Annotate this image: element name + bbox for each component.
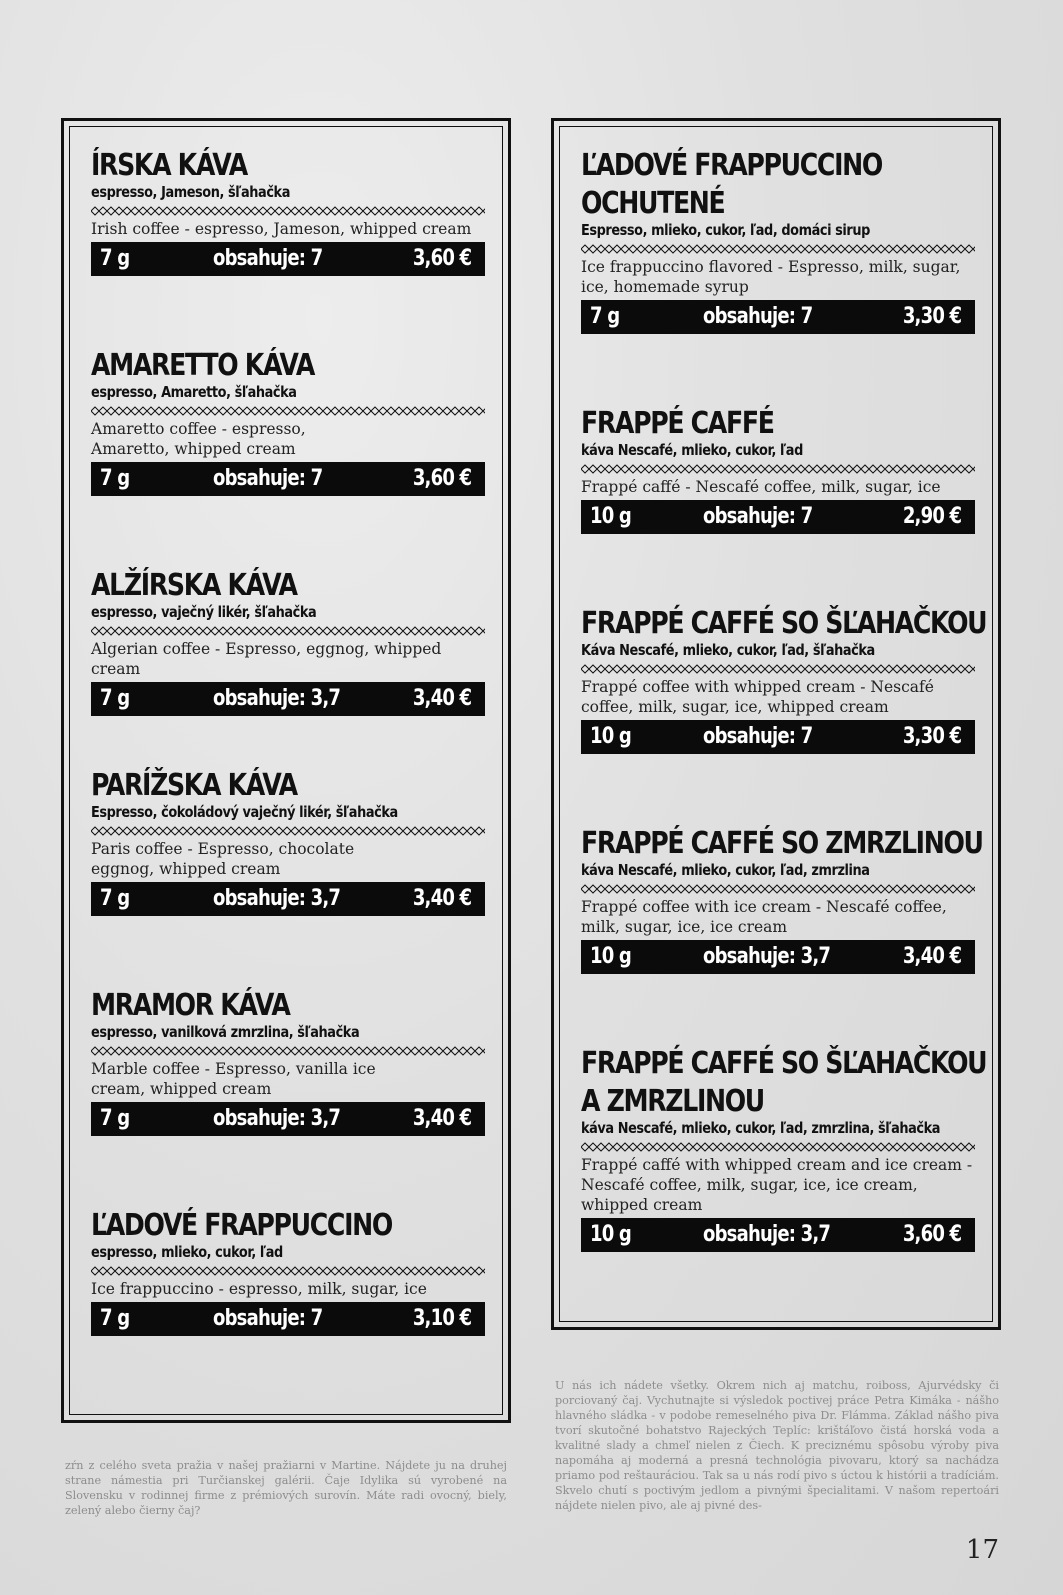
price-bar bbox=[581, 300, 975, 334]
menu-item bbox=[91, 347, 485, 496]
item-allergens: obsahuje: 3,7 bbox=[213, 1106, 341, 1131]
item-name: ALŽÍRSKA KÁVA bbox=[91, 568, 297, 603]
item-ingredients: espresso, Jameson, šľahačka bbox=[91, 183, 290, 201]
menu-item bbox=[581, 147, 975, 334]
item-weight: 10 g bbox=[590, 944, 632, 969]
price-bar bbox=[91, 882, 485, 916]
ornament-divider bbox=[91, 406, 485, 416]
item-name-line: OCHUTENÉ bbox=[581, 186, 725, 221]
price-bar bbox=[581, 1218, 975, 1252]
item-price: 3,60 € bbox=[412, 246, 471, 271]
price-bar bbox=[91, 1302, 485, 1336]
menu-item bbox=[91, 987, 485, 1136]
item-allergens: obsahuje: 3,7 bbox=[213, 686, 341, 711]
item-english: Frappé caffé - Nescafé coffee, milk, sugar, ice bbox=[581, 478, 941, 496]
item-english: Ice frappuccino - espresso, milk, sugar, ice bbox=[91, 1280, 427, 1298]
item-name: PARÍŽSKA KÁVA bbox=[91, 768, 297, 803]
item-name: ÍRSKA KÁVA bbox=[91, 148, 247, 183]
price-bar bbox=[91, 682, 485, 716]
footer-text-right: U nás ich nádete všetky. Okrem nich aj matchu, roiboss, Ajurvédsky či porciovaný čaj. Vychutnajte si výsledok poctivej práce Petra Kimáka - nášho hlavného sládka - v podobe remeselného piva Dr. Flámma. Základ nášho piva tvorí skutočné bohatstvo Rajeckých Teplíc: krištáľovo čistá horská voda a kvalitné slady a chmeľ nielen z Čiech. K preciznému spôsobu výroby piva napomáha aj moderná a presná technológia pivovaru, ktorý sa nachádza priamo pod reštauráciou. Tak sa u nás rodí pivo s úctou k histórii a tradíciám. Skvelo chutí s poctivým jedlom a pivnými špecialitami. V našom repertoári nájdete nielen pivo, ale aj pivné des- bbox=[555, 1379, 999, 1512]
item-name bbox=[581, 147, 912, 223]
item-name: FRAPPÉ CAFFÉ SO ZMRZLINOU bbox=[581, 826, 983, 861]
item-allergens: obsahuje: 3,7 bbox=[703, 944, 831, 969]
item-allergens: obsahuje: 3,7 bbox=[213, 886, 341, 911]
item-allergens: obsahuje: 7 bbox=[213, 1306, 323, 1331]
menu-item bbox=[91, 567, 485, 716]
ornament-divider bbox=[91, 206, 485, 216]
item-price: 3,30 € bbox=[902, 724, 961, 749]
price-bar bbox=[581, 720, 975, 754]
item-ingredients: káva Nescafé, mlieko, cukor, ľad, zmrzlina bbox=[581, 861, 870, 879]
item-weight: 10 g bbox=[590, 724, 632, 749]
item-name-line: ĽADOVÉ FRAPPUCCINO bbox=[581, 148, 882, 183]
item-allergens: obsahuje: 3,7 bbox=[703, 1222, 831, 1247]
item-weight: 7 g bbox=[100, 1106, 130, 1131]
item-ingredients: espresso, vaječný likér, šľahačka bbox=[91, 603, 317, 621]
item-weight: 7 g bbox=[100, 1306, 130, 1331]
item-english: Paris coffee - Espresso, chocolate eggnog, whipped cream bbox=[91, 840, 355, 878]
item-price: 3,40 € bbox=[412, 886, 471, 911]
ornament-divider bbox=[581, 464, 975, 474]
item-english: Frappé coffee with ice cream - Nescafé coffee, milk, sugar, ice, ice cream bbox=[581, 898, 947, 936]
menu-item bbox=[581, 605, 987, 754]
ornament-divider bbox=[581, 244, 975, 254]
ornament-divider bbox=[581, 884, 975, 894]
item-english: Amaretto coffee - espresso, Amaretto, whipped cream bbox=[91, 420, 306, 458]
item-allergens: obsahuje: 7 bbox=[703, 724, 813, 749]
price-bar bbox=[91, 242, 485, 276]
item-weight: 10 g bbox=[590, 504, 632, 529]
item-weight: 7 g bbox=[100, 246, 130, 271]
item-name bbox=[581, 1045, 987, 1121]
item-ingredients: espresso, vanilková zmrzlina, šľahačka bbox=[91, 1023, 360, 1041]
item-ingredients: espresso, mlieko, cukor, ľad bbox=[91, 1243, 283, 1261]
item-price: 3,10 € bbox=[412, 1306, 471, 1331]
menu-item bbox=[581, 1045, 987, 1252]
item-english: Algerian coffee - Espresso, eggnog, whipped cream bbox=[91, 640, 442, 678]
item-price: 3,40 € bbox=[902, 944, 961, 969]
item-weight: 7 g bbox=[100, 886, 130, 911]
menu-panel-left bbox=[61, 118, 511, 1423]
item-english: Irish coffee - espresso, Jameson, whipped cream bbox=[91, 220, 472, 238]
item-name-line: A ZMRZLINOU bbox=[581, 1084, 764, 1119]
item-name: ĽADOVÉ FRAPPUCCINO bbox=[91, 1208, 392, 1243]
item-weight: 7 g bbox=[100, 686, 130, 711]
item-name: AMARETTO KÁVA bbox=[91, 348, 315, 383]
footer-text-left: zŕn z celého sveta pražia v našej pražiarni v Martine. Nájdete ju na druhej strane námestia pri Turčianskej galérii. Čaje Idylika sú vyrobené na Slovensku v rodinnej firme z prémiových surovín. Máte radi ovocný, biely, zelený alebo čierny čaj? bbox=[65, 1459, 507, 1517]
ornament-divider bbox=[91, 626, 485, 636]
menu-panel-right bbox=[551, 118, 1001, 1330]
menu-item bbox=[91, 1207, 485, 1336]
price-bar bbox=[581, 940, 975, 974]
page-number: 17 bbox=[965, 1535, 999, 1565]
price-bar bbox=[91, 1102, 485, 1136]
item-allergens: obsahuje: 7 bbox=[703, 304, 813, 329]
item-name: FRAPPÉ CAFFÉ SO ŠĽAHAČKOU bbox=[581, 606, 987, 641]
item-ingredients: káva Nescafé, mlieko, cukor, ľad bbox=[581, 441, 803, 459]
item-price: 3,40 € bbox=[412, 686, 471, 711]
ornament-divider bbox=[581, 1142, 975, 1152]
item-weight: 7 g bbox=[590, 304, 620, 329]
price-bar bbox=[581, 500, 975, 534]
menu-item bbox=[581, 825, 983, 974]
item-ingredients: káva Nescafé, mlieko, cukor, ľad, zmrzlina, šľahačka bbox=[581, 1119, 941, 1137]
item-ingredients: Espresso, mlieko, cukor, ľad, domáci sirup bbox=[581, 221, 870, 239]
item-name-line: FRAPPÉ CAFFÉ SO ŠĽAHAČKOU bbox=[581, 1046, 987, 1081]
item-price: 3,40 € bbox=[412, 1106, 471, 1131]
item-allergens: obsahuje: 7 bbox=[703, 504, 813, 529]
item-english: Marble coffee - Espresso, vanilla ice cream, whipped cream bbox=[91, 1060, 376, 1098]
item-ingredients: Espresso, čokoládový vaječný likér, šľahačka bbox=[91, 803, 398, 821]
menu-item bbox=[581, 405, 975, 534]
item-price: 3,60 € bbox=[412, 466, 471, 491]
item-price: 3,30 € bbox=[902, 304, 961, 329]
ornament-divider bbox=[91, 1266, 485, 1276]
item-name: MRAMOR KÁVA bbox=[91, 988, 290, 1023]
item-weight: 7 g bbox=[100, 466, 130, 491]
item-name: FRAPPÉ CAFFÉ bbox=[581, 406, 774, 441]
item-allergens: obsahuje: 7 bbox=[213, 466, 323, 491]
item-weight: 10 g bbox=[590, 1222, 632, 1247]
ornament-divider bbox=[581, 664, 975, 674]
item-english: Ice frappuccino flavored - Espresso, milk, sugar, ice, homemade syrup bbox=[581, 258, 961, 296]
item-ingredients: Káva Nescafé, mlieko, cukor, ľad, šľahačka bbox=[581, 641, 875, 659]
item-english: Frappé coffee with whipped cream - Nescafé coffee, milk, sugar, ice, whipped cream bbox=[581, 678, 934, 716]
item-ingredients: espresso, Amaretto, šľahačka bbox=[91, 383, 297, 401]
ornament-divider bbox=[91, 826, 485, 836]
item-english: Frappé caffé with whipped cream and ice cream - Nescafé coffee, milk, sugar, ice, ice cream, whipped cream bbox=[581, 1156, 973, 1214]
ornament-divider bbox=[91, 1046, 485, 1056]
item-price: 3,60 € bbox=[902, 1222, 961, 1247]
menu-item bbox=[91, 767, 485, 916]
price-bar bbox=[91, 462, 485, 496]
item-allergens: obsahuje: 7 bbox=[213, 246, 323, 271]
menu-item bbox=[91, 147, 485, 276]
item-price: 2,90 € bbox=[902, 504, 961, 529]
